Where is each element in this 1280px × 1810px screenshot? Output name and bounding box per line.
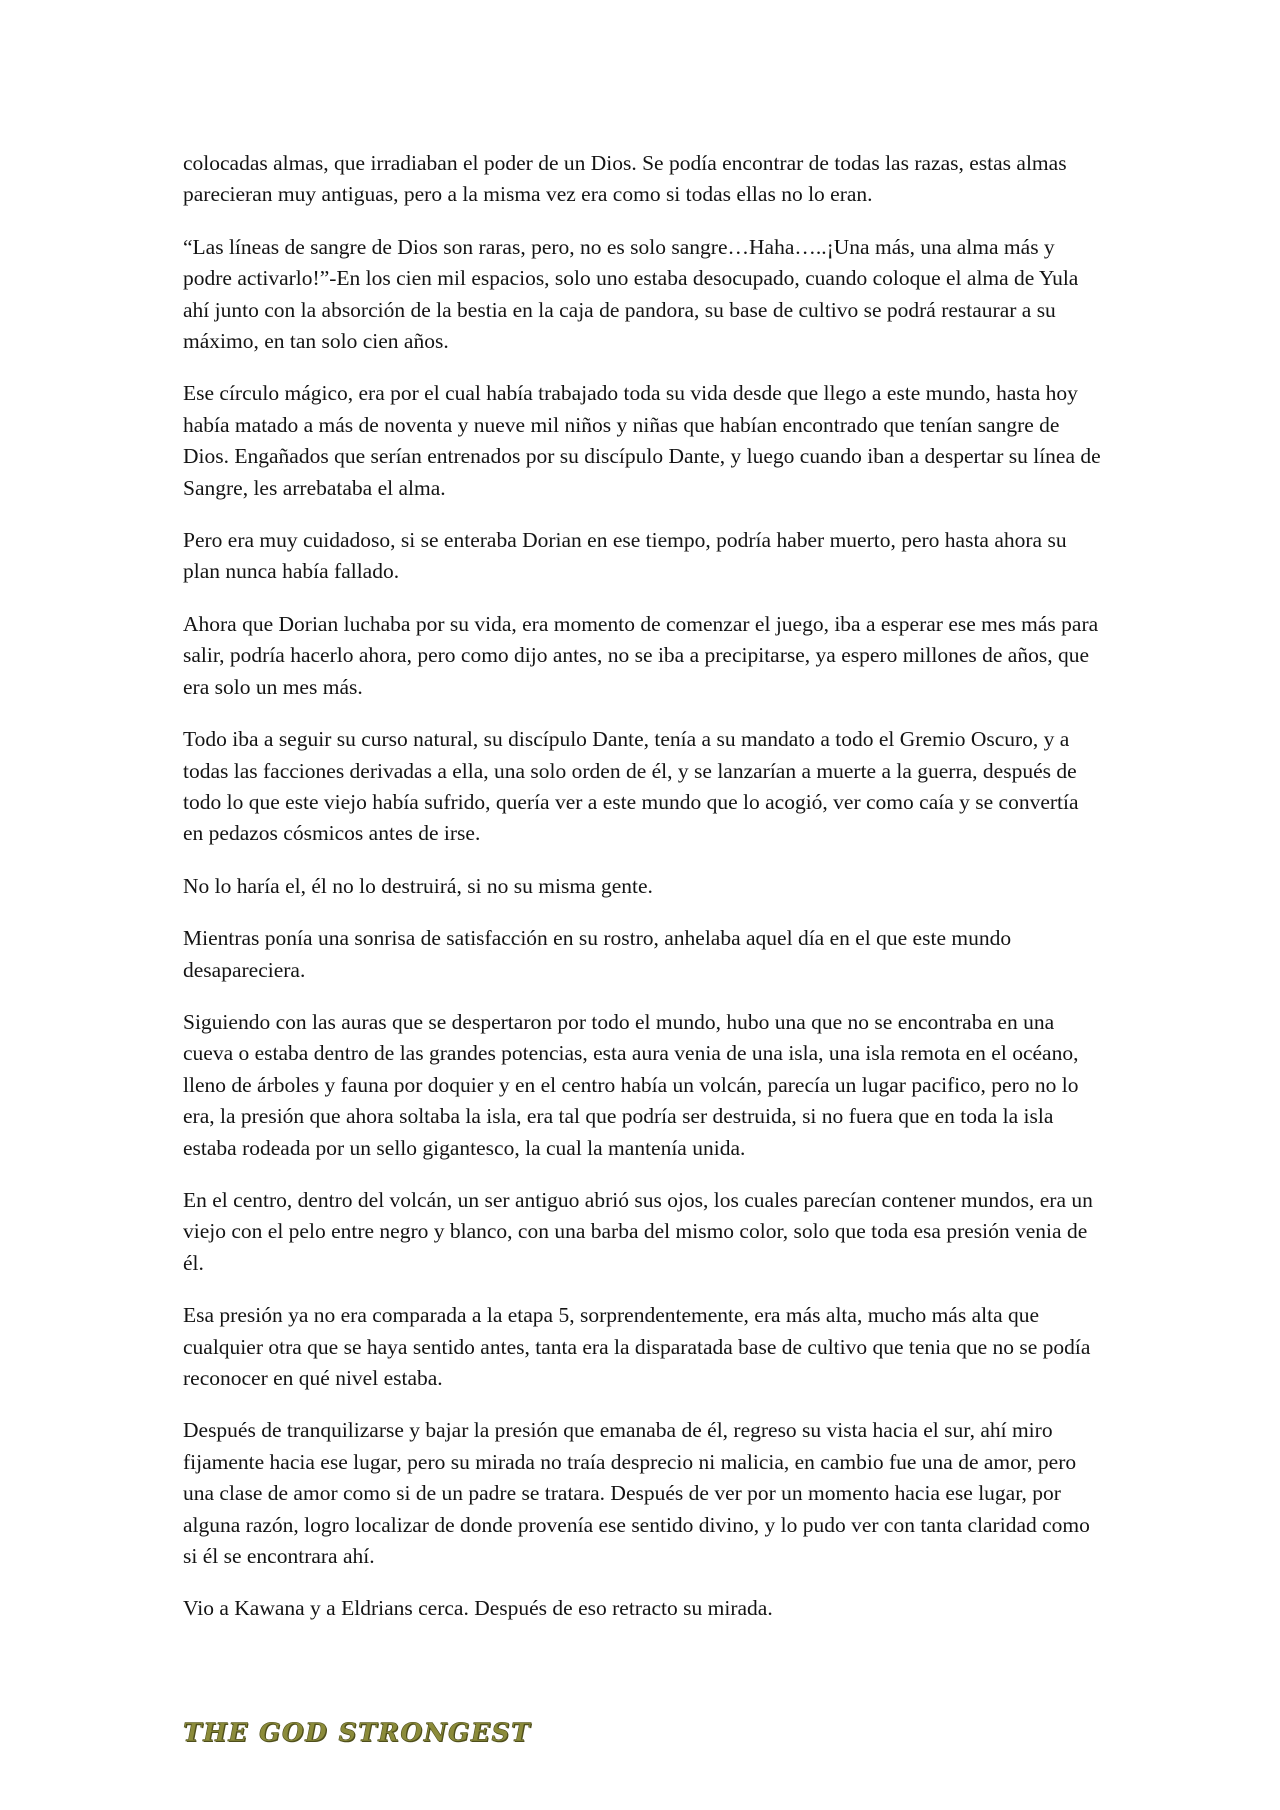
paragraph: Ese círculo mágico, era por el cual había trabajado toda su vida desde que llego a este mundo, hasta hoy había matado a más de noventa y nueve mil niños y niñas que habían encontrado que tenían sangre de Dios. Engañados que serían entrenados por su discípulo Dante, y luego cuando iban a despertar su línea de Sangre, les arrebataba el alma. [183, 381, 1101, 500]
paragraph: colocadas almas, que irradiaban el poder de un Dios. Se podía encontrar de todas las razas, estas almas parecieran muy antiguas, pero a la misma vez era como si todas ellas no lo eran. [183, 151, 1067, 207]
paragraph: Siguiendo con las auras que se despertaron por todo el mundo, hubo una que no se encontraba en una cueva o estaba dentro de las grandes potencias, esta aura venia de una isla, una isla remota en el océano, lleno de árboles y fauna por doquier y en el centro había un volcán, parecía un lugar pacifico, pero no lo era, la presión que ahora soltaba la isla, era tal que podría ser destruida, si no fuera que en toda la isla estaba rodeada por un sello gigantesco, la cual la mantenía unida. [183, 1009, 1079, 1160]
paragraph: Ahora que Dorian luchaba por su vida, era momento de comenzar el juego, iba a esperar ese mes más para salir, podría hacerlo ahora, pero como dijo antes, no se iba a precipitarse, ya espero millones de años, que era solo un mes más. [183, 611, 1099, 699]
paragraph: “Las líneas de sangre de Dios son raras, pero, no es solo sangre…Haha…..¡Una más, una alma más y podre activarlo!”-En los cien mil espacios, solo uno estaba desocupado, cuando coloque el alma de Yula ahí junto con la absorción de la bestia en la caja de pandora, su base de cultivo se podrá restaurar a su máximo, en tan solo cien años. [183, 234, 1079, 354]
paragraph: Todo iba a seguir su curso natural, su discípulo Dante, tenía a su mandato a todo el Gremio Oscuro, y a todas las facciones derivadas a ella, una solo orden de él, y se lanzarían a muerte a la guerra, después de todo lo que este viejo había sufrido, quería ver a este mundo que lo acogió, ver como caía y se convertía en pedazos cósmicos antes de irse. [183, 727, 1079, 846]
paragraph: Esa presión ya no era comparada a la etapa 5, sorprendentemente, era más alta, mucho más alta que cualquier otra que se haya sentido antes, tanta era la disparatada base de cultivo que tenia que no se podía reconocer en qué nivel estaba. [183, 1303, 1091, 1390]
chapter-body [183, 148, 1103, 1646]
footer-brand-logo: THE GOD STRONGEST [183, 1718, 532, 1747]
paragraph: Después de tranquilizarse y bajar la presión que emanaba de él, regreso su vista hacia el sur, ahí miro fijamente hacia ese lugar, pero su mirada no traía desprecio ni malicia, en cambio fue una de amor, pero una clase de amor como si de un padre se tratara. Después de ver por un momento hacia ese lugar, por alguna razón, logro localizar de donde provenía ese sentido divino, y lo pudo ver con tanta claridad como si él se encontrara ahí. [183, 1418, 1090, 1569]
paragraph: Mientras ponía una sonrisa de satisfacción en su rostro, anhelaba aquel día en el que este mundo desapareciera. [183, 926, 1012, 982]
paragraph: En el centro, dentro del volcán, un ser antiguo abrió sus ojos, los cuales parecían contener mundos, era un viejo con el pelo entre negro y blanco, con una barba del mismo color, solo que toda esa presión venia de él. [183, 1187, 1093, 1275]
paragraph: No lo haría el, él no lo destruirá, si no su misma gente. [183, 873, 653, 898]
paragraph: Pero era muy cuidadoso, si se enteraba Dorian en ese tiempo, podría haber muerto, pero hasta ahora su plan nunca había fallado. [183, 528, 1067, 584]
paragraph: Vio a Kawana y a Eldrians cerca. Después de eso retracto su mirada. [183, 1596, 773, 1621]
